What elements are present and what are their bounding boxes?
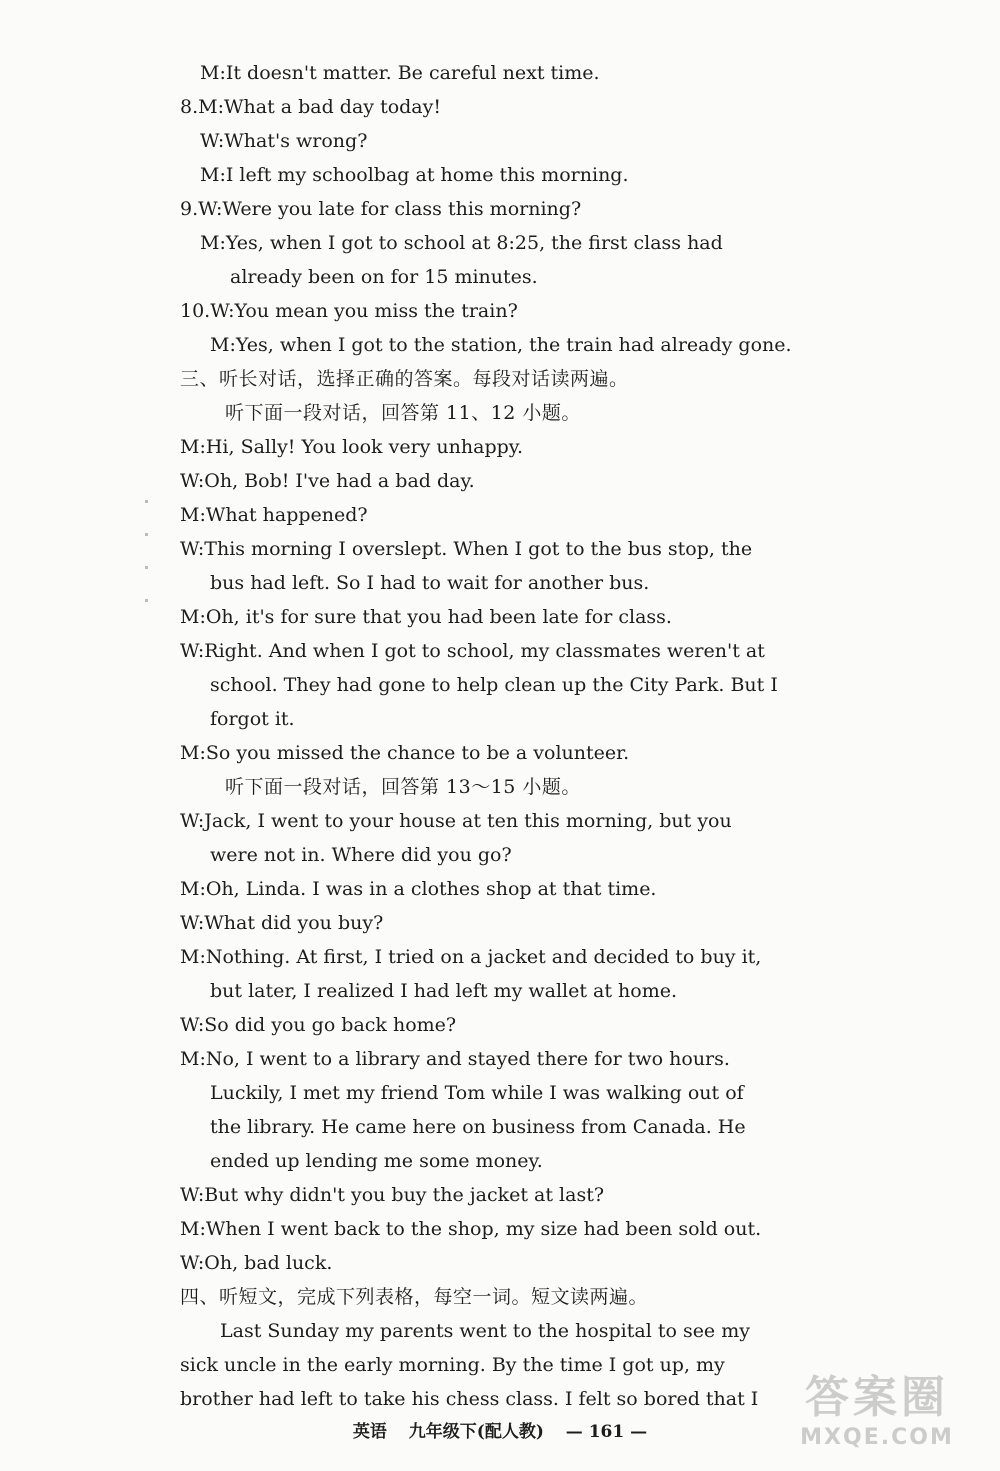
margin-marks: [145, 500, 151, 640]
text-line: M:What happened?: [180, 504, 368, 526]
text-line: W:Oh, bad luck.: [180, 1252, 333, 1274]
text-line: 9.W:Were you late for class this morning?: [180, 198, 582, 220]
text-line: 8.M:What a bad day today!: [180, 96, 442, 118]
text-line: M:So you missed the chance to be a volunteer.: [180, 742, 630, 764]
text-line: brother had left to take his chess class. I felt so bored that I: [180, 1388, 759, 1410]
text-line: M:Oh, it's for sure that you had been late for class.: [180, 606, 672, 628]
text-line: bus had left. So I had to wait for another bus.: [210, 572, 650, 594]
footer-page-number: — 161 —: [565, 1422, 648, 1442]
text-line: the library. He came here on business from Canada. He: [210, 1116, 746, 1138]
text-line: M:Nothing. At first, I tried on a jacket and decided to buy it,: [180, 946, 762, 968]
text-line: W:Jack, I went to your house at ten this morning, but you: [180, 810, 732, 832]
text-line: M:When I went back to the shop, my size had been sold out.: [180, 1218, 762, 1240]
text-line: were not in. Where did you go?: [210, 844, 512, 866]
text-line: forgot it.: [210, 708, 295, 730]
watermark-title: 答案圈: [805, 1372, 949, 1423]
text-line: W:What did you buy?: [180, 912, 384, 934]
text-line: 三、听长对话，选择正确的答案。每段对话读两遍。: [180, 368, 629, 390]
text-line: but later, I realized I had left my wallet at home.: [210, 980, 678, 1002]
watermark-url: MXQE.COM: [800, 1425, 954, 1450]
footer-subject: 英语: [352, 1422, 387, 1442]
text-line: school. They had gone to help clean up the City Park. But I: [210, 674, 778, 696]
text-line: M:It doesn't matter. Be careful next time.: [200, 62, 600, 84]
text-line: ended up lending me some money.: [210, 1150, 543, 1172]
text-line: M:Yes, when I got to the station, the train had already gone.: [210, 334, 792, 356]
text-line: already been on for 15 minutes.: [230, 266, 538, 288]
text-line: 听下面一段对话，回答第 13～15 小题。: [225, 776, 581, 798]
text-line: W:But why didn't you buy the jacket at last?: [180, 1184, 605, 1206]
watermark-logo: [772, 1361, 982, 1461]
text-line: M:I left my schoolbag at home this morning.: [200, 164, 629, 186]
text-line: Luckily, I met my friend Tom while I was walking out of: [210, 1082, 744, 1104]
text-line: W:What's wrong?: [200, 130, 368, 152]
text-line: W:Right. And when I got to school, my classmates weren't at: [180, 640, 765, 662]
text-line: 四、听短文，完成下列表格，每空一词。短文读两遍。: [180, 1286, 649, 1308]
text-line: M:Yes, when I got to school at 8:25, the first class had: [200, 232, 723, 254]
text-line: M:Hi, Sally! You look very unhappy.: [180, 436, 524, 458]
text-line: M:Oh, Linda. I was in a clothes shop at that time.: [180, 878, 657, 900]
text-line: Last Sunday my parents went to the hospital to see my: [220, 1320, 750, 1342]
footer-grade: 九年级下(配人教): [408, 1422, 544, 1442]
text-line: W:So did you go back home?: [180, 1014, 457, 1036]
text-line: sick uncle in the early morning. By the time I got up, my: [180, 1354, 725, 1376]
text-line: 10.W:You mean you miss the train?: [180, 300, 518, 322]
text-line: W:Oh, Bob! I've had a bad day.: [180, 470, 475, 492]
text-line: M:No, I went to a library and stayed there for two hours.: [180, 1048, 730, 1070]
text-line: 听下面一段对话，回答第 11、12 小题。: [225, 402, 581, 424]
text-line: W:This morning I overslept. When I got to the bus stop, the: [180, 538, 753, 560]
